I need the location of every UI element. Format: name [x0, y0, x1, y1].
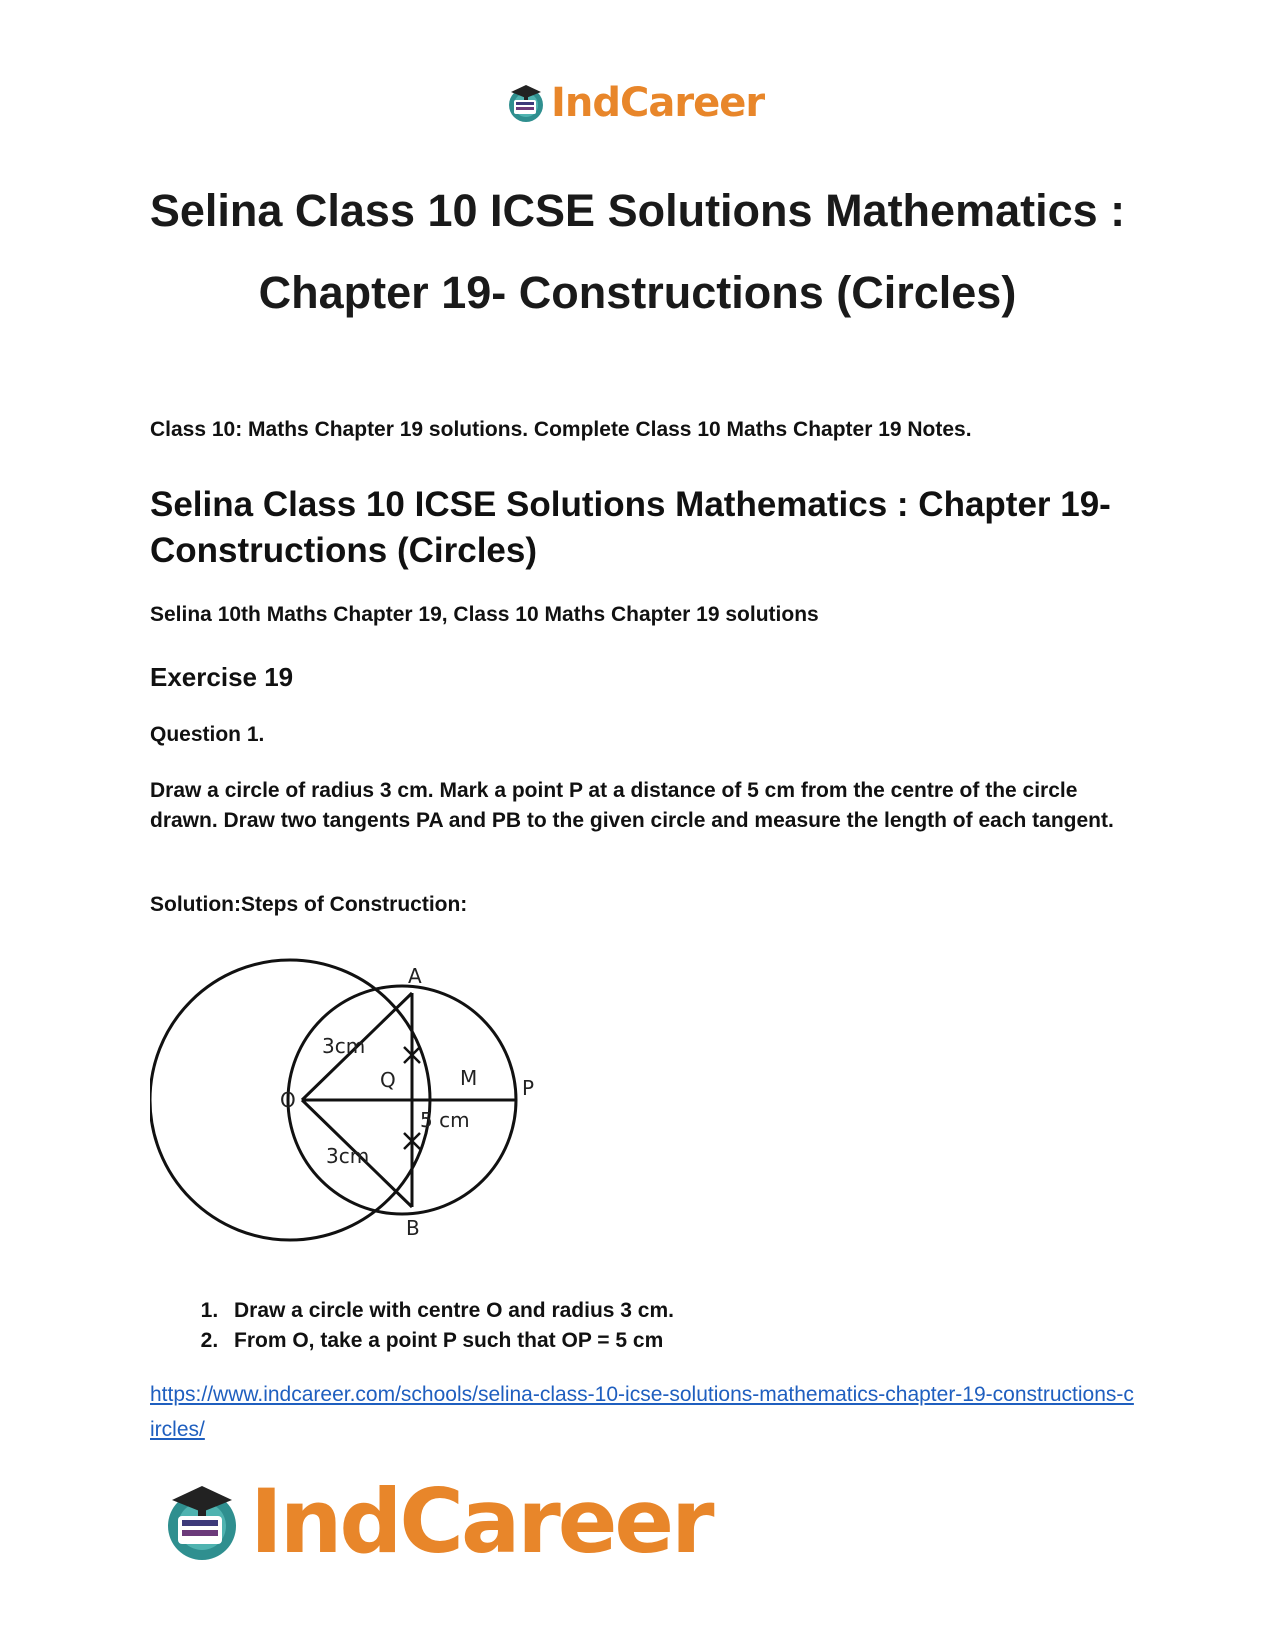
exercise-heading: Exercise 19	[150, 662, 294, 692]
graduation-globe-icon	[505, 82, 547, 124]
label-m: M	[460, 1066, 478, 1090]
steps-list	[150, 1296, 674, 1356]
label-o: O	[280, 1088, 296, 1112]
question-label: Question 1.	[150, 723, 265, 746]
subheading: Selina 10th Maths Chapter 19, Class 10 Maths Chapter 19 solutions	[150, 603, 819, 626]
dim-op: 5 cm	[420, 1108, 470, 1132]
dim-oa: 3cm	[322, 1034, 366, 1058]
label-a: A	[408, 964, 422, 988]
logo-text: IndCareer	[250, 1470, 712, 1573]
source-link[interactable]: https://www.indcareer.com/schools/selina-class-10-icse-solutions-mathematics-chapter-19-constructions-circles/	[150, 1383, 1134, 1441]
section-heading: Selina Class 10 ICSE Solutions Mathematics : Chapter 19- Constructions (Circles)	[150, 485, 1111, 570]
label-p: P	[522, 1076, 535, 1100]
intro-text: Class 10: Maths Chapter 19 solutions. Complete Class 10 Maths Chapter 19 Notes.	[150, 418, 972, 441]
question-text: Draw a circle of radius 3 cm. Mark a point P at a distance of 5 cm from the centre of the circle drawn. Draw two tangents PA and PB to the given circle and measure the length of each tangent.	[150, 779, 1114, 832]
label-q: Q	[380, 1068, 396, 1092]
header-logo	[505, 80, 764, 126]
logo-text: IndCareer	[551, 80, 765, 126]
solution-label: Solution:Steps of Construction:	[150, 893, 468, 916]
construction-figure	[150, 935, 570, 1245]
list-item: 1. Draw a circle with centre O and radius 3 cm.	[224, 1296, 674, 1326]
page-title: Selina Class 10 ICSE Solutions Mathematics : Chapter 19- Constructions (Circles)	[149, 185, 1126, 318]
footer-logo	[160, 1470, 712, 1573]
list-item: 2. From O, take a point P such that OP = 5 cm	[224, 1326, 674, 1356]
graduation-globe-icon	[160, 1480, 244, 1564]
dim-ob: 3cm	[326, 1144, 370, 1168]
label-b: B	[406, 1216, 420, 1240]
